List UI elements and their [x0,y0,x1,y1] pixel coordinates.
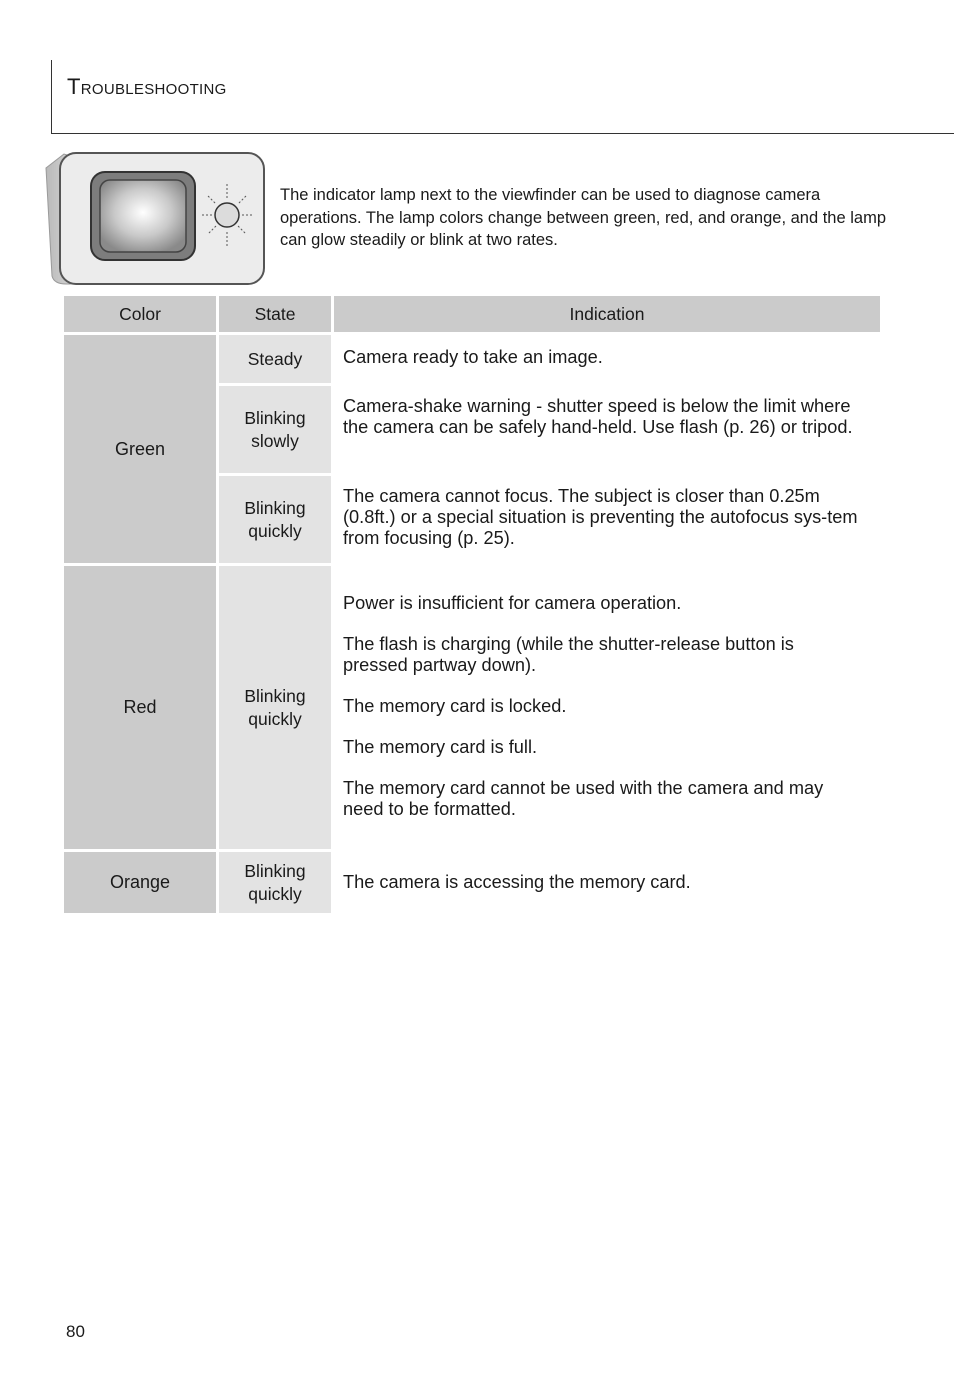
color-orange: Orange [64,852,216,913]
indication-text: The camera cannot focus. The subject is closer than 0.25m (0.8ft.) or a special situation is preventing the autofocus sys-tem from focusing (p. 25). [343,486,858,548]
indicator-lamp-table [61,293,883,916]
state-text-line2: slowly [251,430,299,451]
state-cell [219,566,331,849]
color-green: Green [64,335,216,563]
state-text-line1: Blinking [244,685,306,706]
header-indication: Indication [334,296,880,332]
state-cell [219,476,331,563]
viewfinder-lamp-illustration [42,150,268,288]
indication-text: The memory card is full. [343,737,538,757]
state-text-line1: Blinking [244,497,306,518]
color-red: Red [64,566,216,849]
intro-paragraph: The indicator lamp next to the viewfinder can be used to diagnose camera operations. The lamp colors change between green, red, and orange, and the lamp can glow steadily or blink at two rates. [280,186,887,249]
state-text-line1: Blinking [244,860,306,881]
state-text-line2: quickly [248,520,302,541]
state-cell [219,852,331,913]
indication-cell [334,335,880,383]
header-vertical-rule [51,60,52,134]
table-row [64,852,880,913]
table-row [64,566,880,849]
state-cell [219,386,331,473]
indication-text: The memory card cannot be used with the camera and may need to be formatted. [343,778,824,819]
table-row [64,335,880,383]
indication-text: The camera is accessing the memory card. [343,872,691,892]
indication-cell [334,476,880,563]
header-horizontal-rule [51,133,954,134]
indication-text: Power is insufficient for camera operation. [343,593,682,613]
indication-text: The memory card is locked. [343,696,567,716]
state-cell [219,335,331,383]
indication-cell [334,386,880,473]
indication-text: The flash is charging (while the shutter-release button is pressed partway down). [343,634,794,675]
header-state: State [219,296,331,332]
page-title: Troubleshooting [67,74,227,99]
state-text-line1: Blinking [244,407,306,428]
state-text: Steady [247,348,303,369]
table-header-row [64,296,880,332]
state-text-line2: quickly [248,883,302,904]
page-number: 80 [66,1322,85,1341]
indication-cell [334,852,880,913]
indication-cell [334,566,880,849]
state-text-line2: quickly [248,708,302,729]
indication-text: Camera-shake warning - shutter speed is below the limit where the camera can be safely hand-held. Use flash (p. 26) or tripod. [343,396,853,437]
header-color: Color [64,296,216,332]
indication-text: Camera ready to take an image. [343,347,603,367]
